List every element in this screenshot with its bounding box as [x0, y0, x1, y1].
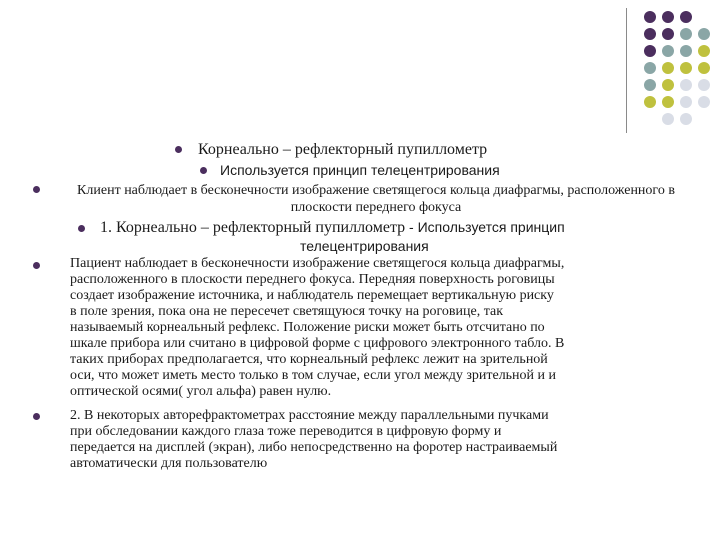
decor-dot — [698, 62, 710, 74]
decor-dot — [680, 113, 692, 125]
bullet-icon — [33, 413, 40, 420]
decor-dot — [698, 45, 710, 57]
section-heading-continuation: телецентрирования — [300, 238, 429, 254]
section-heading-tail: - Используется принцип — [405, 219, 565, 235]
decor-dot — [698, 28, 710, 40]
decor-dot — [644, 45, 656, 57]
decor-dot — [680, 62, 692, 74]
decor-dot — [662, 79, 674, 91]
decor-dot — [644, 62, 656, 74]
decor-dot — [698, 79, 710, 91]
decor-dot — [644, 79, 656, 91]
decor-dot — [662, 11, 674, 23]
decor-dot — [662, 96, 674, 108]
decor-dot — [644, 11, 656, 23]
decor-dot — [698, 96, 710, 108]
decor-dot — [680, 45, 692, 57]
decor-dot — [644, 96, 656, 108]
decor-dot — [680, 96, 692, 108]
decorative-dot-grid — [0, 0, 720, 140]
decor-dot — [662, 62, 674, 74]
decor-dot — [680, 28, 692, 40]
bullet-icon — [175, 146, 182, 153]
paragraph-autorefractometer: 2. В некоторых авторефрактометрах расстояние между параллельными пучками при обследовании каждого глаза тоже переводится в цифровую форму и передается на дисплей (экран), либо непосредственно на форотер настраиваемый автоматически для пользователю — [70, 408, 558, 471]
section-heading-main: 1. Корнеально – рефлекторный пупиллометр — [100, 219, 406, 236]
bullet-icon — [78, 225, 85, 232]
section-heading — [100, 219, 565, 237]
slide-title: Корнеально – рефлекторный пупиллометр — [198, 141, 488, 158]
bullet-icon — [33, 186, 40, 193]
decorative-vertical-line — [626, 8, 627, 133]
decor-dot — [662, 28, 674, 40]
slide-subtitle: Используется принцип телецентрирования — [220, 162, 500, 178]
decor-dot — [662, 113, 674, 125]
decor-dot — [680, 11, 692, 23]
decor-dot — [680, 79, 692, 91]
client-text: Клиент наблюдает в бесконечности изображение светящегося кольца диафрагмы, расположенного в плоскости переднего фокуса — [77, 183, 675, 215]
paragraph-patient: Пациент наблюдает в бесконечности изображение светящегося кольца диафрагмы, расположенного в плоскости переднего фокуса. Передняя поверхность роговицы создает изображение источника, и наблюдатель перемещает вертикальную риску в поле зрения, пока она не пересечет светящуюся точку на роговице, так называемый корнеальный рефлекс. Положение риски может быть отсчитано по шкале прибора или считано в цифровой форме с цифрового электронного табло. В таких приборах предполагается, что корнеальный рефлекс лежит на зрительной оси, что может иметь место только в том случае, если угол между зрительной и и оптической осями( угол альфа) равен нулю. — [70, 256, 565, 399]
decor-dot — [644, 28, 656, 40]
bullet-icon — [200, 167, 207, 174]
bullet-icon — [33, 262, 40, 269]
decor-dot — [662, 45, 674, 57]
